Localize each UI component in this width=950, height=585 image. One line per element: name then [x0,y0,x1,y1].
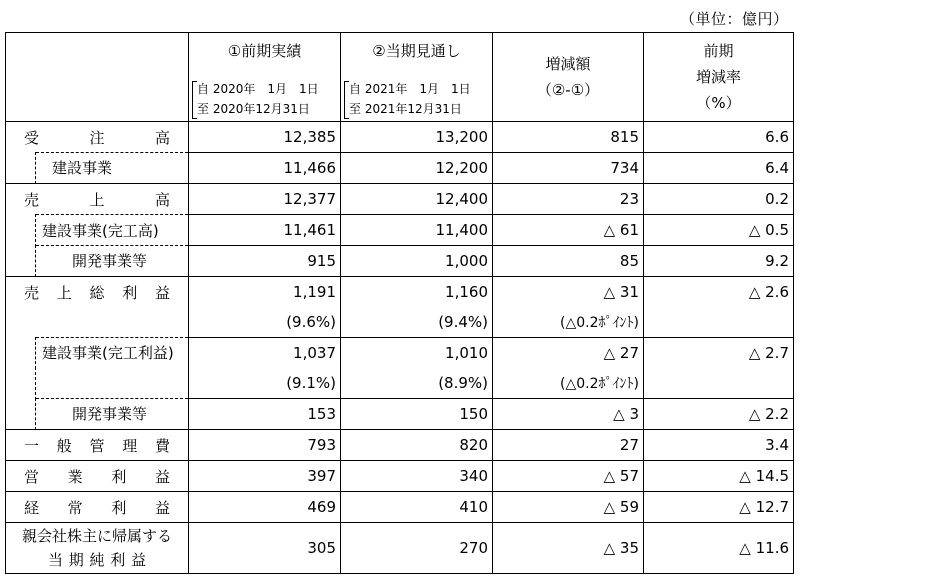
header-current-period [349,79,471,119]
row-gross-profit-construction-margin [6,368,794,399]
row-label [6,338,189,369]
value-change: △ 31 [493,277,644,308]
sub-label: 開発事業等 [72,405,148,424]
label-char: 当 [48,551,64,569]
indent-line [35,214,36,247]
row-sales [6,184,794,215]
label-char: 上 [89,190,105,209]
header-blank [6,33,189,122]
row-operating-profit [6,461,794,492]
margin-prev: (9.1%) [189,368,341,399]
header-rate-line2: 増減率 [695,68,741,86]
header-current-from: 自 2021年 1月 1日 [349,82,471,96]
value-current: 270 [341,523,493,574]
header-prev-to: 至 2020年12月31日 [197,102,310,116]
sub-label: 建設事業(完工利益) [42,344,174,363]
label-char: 管 [89,436,105,455]
row-label [6,492,189,523]
value-prev: 397 [189,461,341,492]
row-label [6,184,189,215]
value-prev: 1,191 [189,277,341,308]
value-current: 12,400 [341,184,493,215]
value-current: 11,400 [341,215,493,246]
row-label [6,399,189,430]
label-char: 益 [154,498,170,517]
value-current: 820 [341,430,493,461]
label-char: 利 [111,467,127,486]
margin-prev: (9.6%) [189,307,341,338]
header-prev-title: ①前期実績 [227,42,302,60]
value-change: △ 27 [493,338,644,369]
margin-change: (△0.2ﾎﾟｲﾝﾄ) [493,368,644,399]
header-row [6,33,794,122]
label-char: 利 [122,283,138,302]
value-rate: △ 11.6 [644,523,794,574]
value-change: 27 [493,430,644,461]
row-gross-profit [6,277,794,308]
row-sga [6,430,794,461]
label-char: 上 [56,283,72,302]
row-ordinary-profit [6,492,794,523]
value-prev: 12,377 [189,184,341,215]
sub-label: 開発事業等 [72,252,148,271]
label-char: 費 [154,436,170,455]
row-gross-profit-development [6,399,794,430]
label-char: 益 [154,283,170,302]
header-prev-period [197,79,319,119]
row-label [6,523,189,574]
value-current: 1,010 [341,338,493,369]
label-char: 受 [24,128,40,147]
margin-change: (△0.2ﾎﾟｲﾝﾄ) [493,307,644,338]
margin-current: (8.9%) [341,368,493,399]
label-char: 常 [67,498,83,517]
label-char: 般 [56,436,72,455]
label-char: 純 [89,551,105,569]
margin-rate-blank [644,368,794,399]
value-rate: 3.4 [644,430,794,461]
value-current: 1,160 [341,277,493,308]
value-rate: 0.2 [644,184,794,215]
value-prev: 793 [189,430,341,461]
row-label [6,122,189,153]
row-label [6,277,189,308]
value-prev: 11,466 [189,153,341,184]
margin-current: (9.4%) [341,307,493,338]
value-change: △ 35 [493,523,644,574]
unit-note: （単位：億円） [680,10,789,28]
value-rate: 6.4 [644,153,794,184]
value-change: △ 61 [493,215,644,246]
value-prev: 1,037 [189,338,341,369]
label-char: 注 [89,128,105,147]
sub-label: 建設事業 [52,159,113,178]
row-label [6,246,189,277]
header-rate-line3: （%） [696,94,741,112]
label-char: 益 [130,551,146,569]
bracket-mark [192,81,197,119]
label-char: 高 [154,190,170,209]
indent-line [35,398,36,431]
row-gross-profit-construction [6,338,794,369]
value-current: 13,200 [341,122,493,153]
value-change: △ 3 [493,399,644,430]
value-current: 150 [341,399,493,430]
label-char: 利 [110,551,126,569]
value-rate: △ 2.7 [644,338,794,369]
header-prev-actual [189,33,341,122]
label-char: 営 [24,467,40,486]
header-current-forecast [341,33,493,122]
indent-line [35,245,36,278]
label-char: 売 [24,283,40,302]
value-rate: △ 2.6 [644,277,794,308]
row-label [6,461,189,492]
row-orders-construction [6,153,794,184]
row-label [6,153,189,184]
value-change: △ 59 [493,492,644,523]
row-net-income [6,523,794,574]
sub-label: 建設事業(完工高) [42,221,159,240]
row-sales-development [6,246,794,277]
row-label-blank [6,368,189,399]
value-rate: △ 2.2 [644,399,794,430]
value-current: 1,000 [341,246,493,277]
indent-line [35,337,36,370]
margin-rate-blank [644,307,794,338]
label-char: 一 [24,436,40,455]
label-char: 総 [89,283,105,302]
row-sales-construction [6,215,794,246]
value-change: △ 57 [493,461,644,492]
value-rate: △ 14.5 [644,461,794,492]
value-rate: 6.6 [644,122,794,153]
indent-line [35,367,36,400]
row-gross-profit-margin [6,307,794,338]
value-change: 23 [493,184,644,215]
value-prev: 305 [189,523,341,574]
value-prev: 11,461 [189,215,341,246]
value-prev: 915 [189,246,341,277]
label-char: 利 [111,498,127,517]
label-line1: 親会社株主に帰属する [21,527,172,545]
header-change-amount [493,33,644,122]
value-current: 12,200 [341,153,493,184]
value-change: 815 [493,122,644,153]
row-label [6,430,189,461]
value-current: 410 [341,492,493,523]
header-rate-line1: 前期 [703,42,734,60]
label-char: 業 [67,467,83,486]
row-label-blank [6,307,189,338]
header-change-line1: 増減額 [545,55,591,73]
header-change-rate [644,33,794,122]
label-char: 経 [24,498,40,517]
value-rate: △ 12.7 [644,492,794,523]
value-prev: 469 [189,492,341,523]
value-rate: 9.2 [644,246,794,277]
forecast-table [5,32,794,574]
row-label [6,215,189,246]
label-char: 理 [122,436,138,455]
value-change: 85 [493,246,644,277]
indent-line [35,152,36,185]
header-change-line2: （②-①） [536,81,600,99]
label-char: 売 [24,190,40,209]
bracket-mark [344,81,349,119]
value-prev: 12,385 [189,122,341,153]
value-change: 734 [493,153,644,184]
value-prev: 153 [189,399,341,430]
label-char: 益 [154,467,170,486]
header-current-to: 至 2021年12月31日 [349,102,462,116]
header-prev-from: 自 2020年 1月 1日 [197,82,319,96]
value-current: 340 [341,461,493,492]
label-char: 高 [154,128,170,147]
header-current-title: ②当期見通し [372,42,461,60]
value-rate: △ 0.5 [644,215,794,246]
label-char: 期 [68,551,84,569]
row-orders [6,122,794,153]
